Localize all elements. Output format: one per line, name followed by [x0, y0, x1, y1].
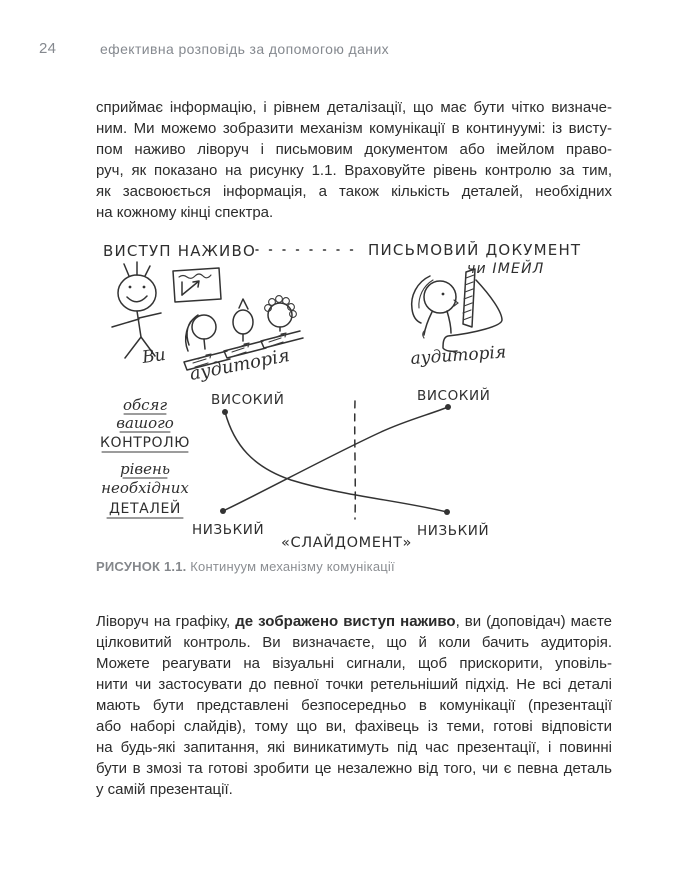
slideument-divider — [355, 401, 356, 519]
paragraph-line: сприймає інформацію, і рівнем деталізації, що має бути чітко визначе- — [96, 99, 612, 116]
details-curve — [220, 404, 451, 514]
svg-text:вашого: вашого — [116, 414, 174, 432]
audience-left-label: аудиторія — [187, 344, 292, 385]
figure-caption-text: Континуум механізму комунікації — [186, 559, 395, 574]
paragraph-line: цілковитий контроль. Ви визначаєте, що й коли бачить аудиторія. — [96, 634, 612, 651]
audience-right-label: аудиторія — [409, 342, 507, 369]
svg-text:рівень: рівень — [119, 460, 171, 478]
paragraph-line: ним. Ми можемо зобразити механізм комунікації в континуумі: із висту- — [96, 120, 612, 137]
figure-caption — [96, 559, 395, 574]
monitor-icon — [443, 269, 502, 351]
paragraph-line: або наборі слайдів), тому що ви, фахівець із теми, готові відповісти — [96, 718, 612, 735]
details-axis-label — [101, 460, 189, 518]
svg-text:ДЕТАЛЕЙ: ДЕТАЛЕЙ — [109, 501, 181, 517]
control-low-label: НИЗЬКИЙ — [417, 523, 490, 539]
paragraph-line: нити чи застосувати до певної точки ретельніший підхід. Не всі деталі — [96, 676, 612, 693]
paragraph-text: , ви (доповідач) маєте — [455, 613, 612, 630]
control-high-label: ВИСОКИЙ — [211, 392, 285, 408]
paragraph-line: пом наживо ліворуч і письмовим документом або імейлом право- — [96, 141, 612, 158]
paragraph-text: Ліворуч на графіку, — [96, 613, 236, 630]
paragraph-1 — [96, 97, 612, 223]
presenter-label: Ви — [140, 344, 167, 368]
figure-caption-label: РИСУНОК 1.1. — [96, 559, 187, 574]
paragraph-line: як засвоюється інформація, а також кількість деталей, необхідних — [96, 183, 612, 200]
figure-title-right-2: чи ІМЕЙЛ — [467, 261, 545, 277]
audience-right-group — [412, 276, 458, 338]
presenter-figure — [112, 262, 161, 358]
svg-text:КОНТРОЛЮ: КОНТРОЛЮ — [100, 435, 190, 451]
figure-title-left: ВИСТУП НАЖИВО — [103, 242, 256, 260]
figure-title-right: ПИСЬМОВИЙ ДОКУМЕНТ — [368, 241, 582, 259]
paragraph-line: Можете реагувати на візуальні сигнали, щоб прискорити, уповіль- — [96, 655, 612, 672]
presentation-board-icon — [173, 268, 221, 302]
details-low-label: НИЗЬКИЙ — [192, 522, 265, 538]
paragraph-line — [96, 611, 612, 632]
control-curve — [222, 409, 450, 515]
paragraph-line: руч, як показано на рисунку 1.1. Враховуйте рівень контролю за тим, — [96, 162, 612, 179]
figure-illustration — [95, 230, 615, 550]
hair-icon — [124, 262, 150, 276]
running-title: ефективна розповідь за допомогою даних — [100, 41, 390, 57]
figure-1-1 — [95, 230, 615, 550]
paragraph-line: бути в змозі та готові зробити це незалежно від того, чи є певна деталь — [96, 760, 612, 777]
control-axis-label — [100, 396, 190, 452]
paragraph-line: мають бути представлені безпосередньо в комунікації (презентації — [96, 697, 612, 714]
paragraph-2 — [96, 611, 612, 800]
smile-icon — [127, 296, 147, 302]
details-high-label: ВИСОКИЙ — [417, 388, 491, 404]
svg-text:необхідних: необхідних — [101, 479, 189, 497]
paragraph-line: на кожному кінці спектра. — [96, 204, 274, 221]
paragraph-2-rest — [96, 632, 612, 800]
paragraph-bold-text: де зображено виступ наживо — [235, 613, 456, 630]
paragraph-line: у самій презентації. — [96, 781, 233, 798]
slideument-label: «СЛАЙДОМЕНТ» — [281, 535, 412, 550]
paragraph-line: на будь-які запитання, які виникатимуть під час презентації, і повинні — [96, 739, 612, 756]
page-number: 24 — [39, 40, 57, 57]
svg-text:обсяг: обсяг — [122, 396, 168, 414]
